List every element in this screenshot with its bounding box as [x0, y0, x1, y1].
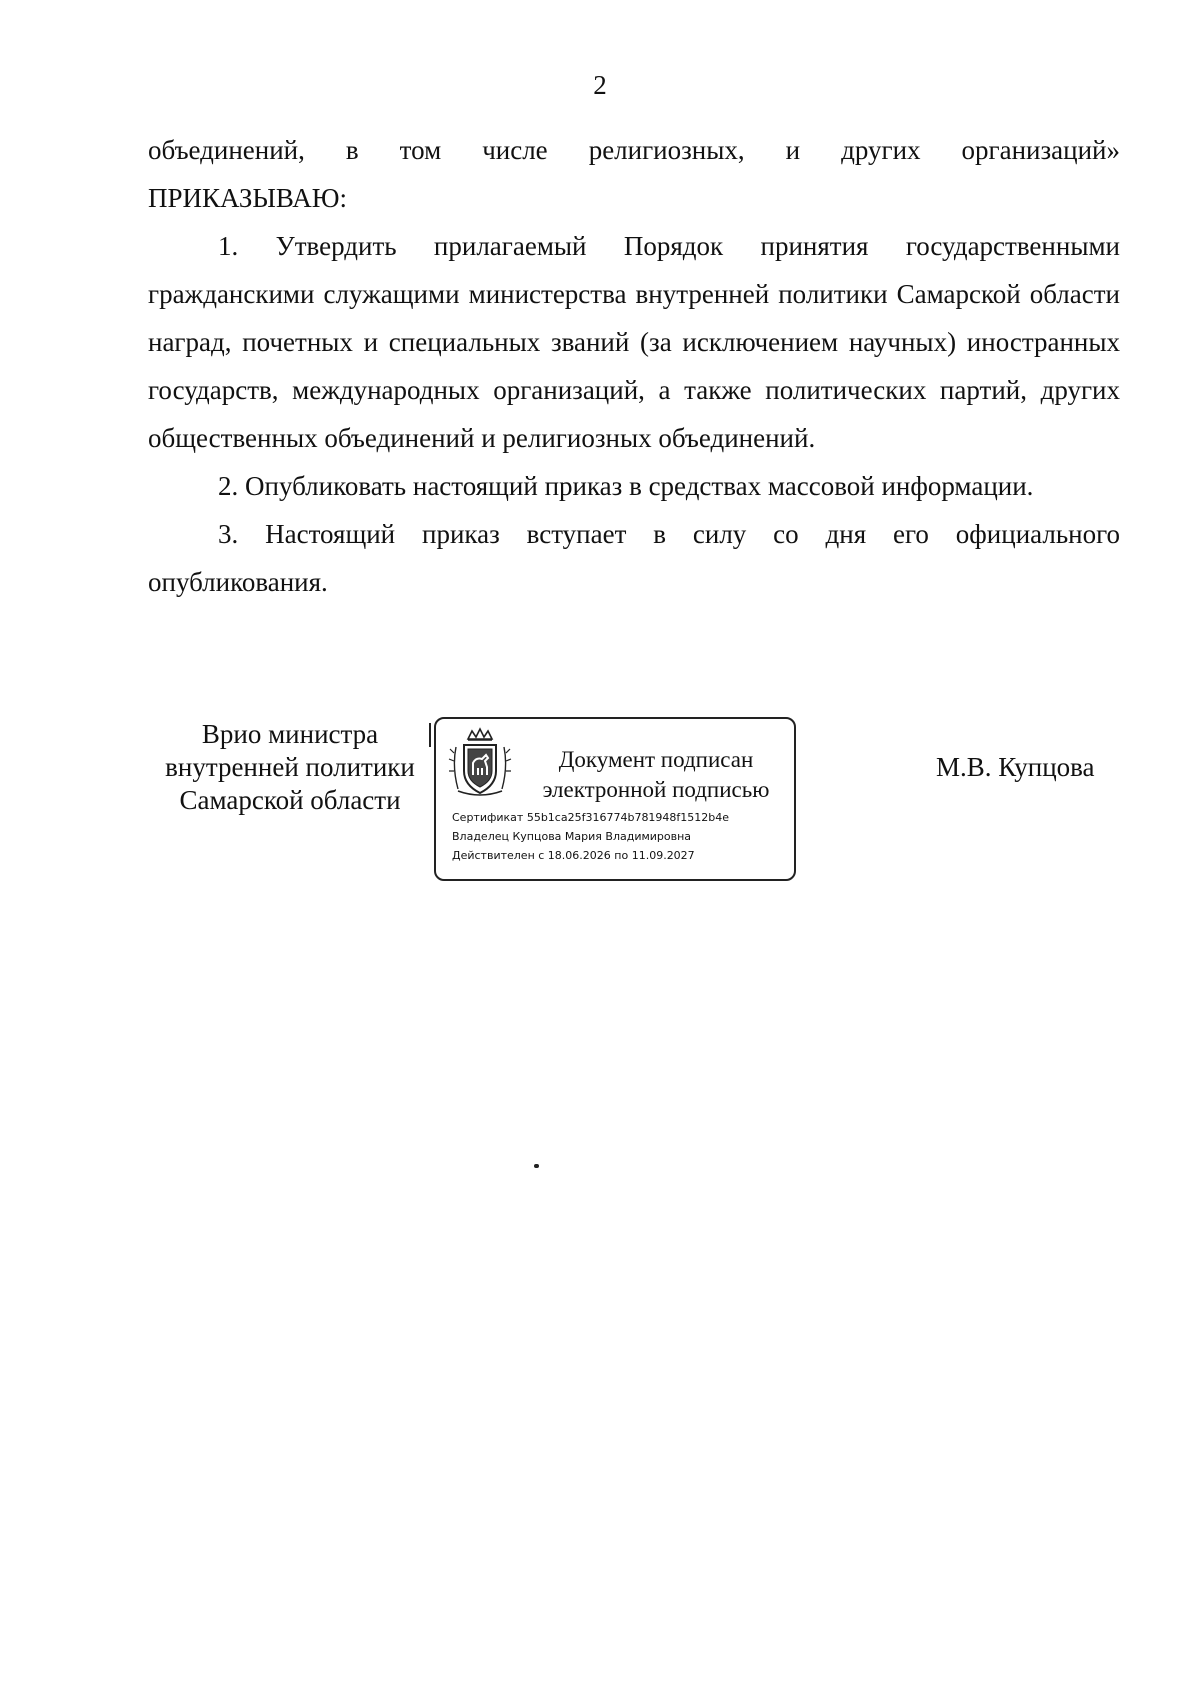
- stamp-owner: Владелец Купцова Мария Владимировна: [452, 830, 692, 843]
- samara-region-coat-of-arms-icon: [448, 727, 512, 799]
- stamp-title-line: электронной подписью: [542, 777, 770, 802]
- electronic-signature-stamp: [434, 717, 796, 881]
- preamble-word: в: [345, 135, 359, 165]
- signer-position-line: Самарской области: [179, 785, 401, 815]
- stamp-title-line: Документ подписан: [558, 747, 754, 772]
- preamble-word: других: [841, 135, 921, 165]
- document-body: [148, 126, 1120, 606]
- signer-position-line: внутренней политики: [165, 752, 415, 782]
- signer-position: [150, 718, 430, 817]
- preamble-word: числе: [482, 135, 548, 165]
- order-item-2: 2. Опубликовать настоящий приказ в средствах массовой информации.: [218, 471, 1034, 501]
- stamp-details: [452, 808, 729, 865]
- preamble-word: и: [785, 135, 801, 165]
- order-item-3: 3. Настоящий приказ вступает в силу со дня его официального опубликования.: [148, 519, 1120, 597]
- preamble-line: [148, 126, 1120, 174]
- stamp-validity: Действителен с 18.06.2026 по 11.09.2027: [452, 849, 695, 862]
- preamble-word: том: [399, 135, 442, 165]
- scan-speck: [534, 1164, 539, 1168]
- stamp-certificate: Сертификат 55b1ca25f316774b781948f1512b4e: [452, 811, 730, 824]
- preamble-word: организаций»: [961, 135, 1120, 165]
- stamp-tick-mark: [429, 723, 431, 747]
- preamble-word: объединений,: [148, 135, 305, 165]
- signer-name: М.В. Купцова: [936, 752, 1095, 782]
- order-item-1: 1. Утвердить прилагаемый Порядок принятия государственными гражданскими служащими министерства внутренней политики Самарской области наград, почетных и специальных званий (за исключением научных) иностранных государств, международных организаций, а также политических партий, других общественных объединений и религиозных объединений.: [148, 231, 1120, 453]
- preamble-word: религиозных,: [588, 135, 745, 165]
- order-word: ПРИКАЗЫВАЮ:: [148, 183, 347, 213]
- signer-position-line: Врио министра: [201, 719, 379, 749]
- stamp-title: [526, 745, 786, 805]
- page-number: 2: [593, 70, 607, 100]
